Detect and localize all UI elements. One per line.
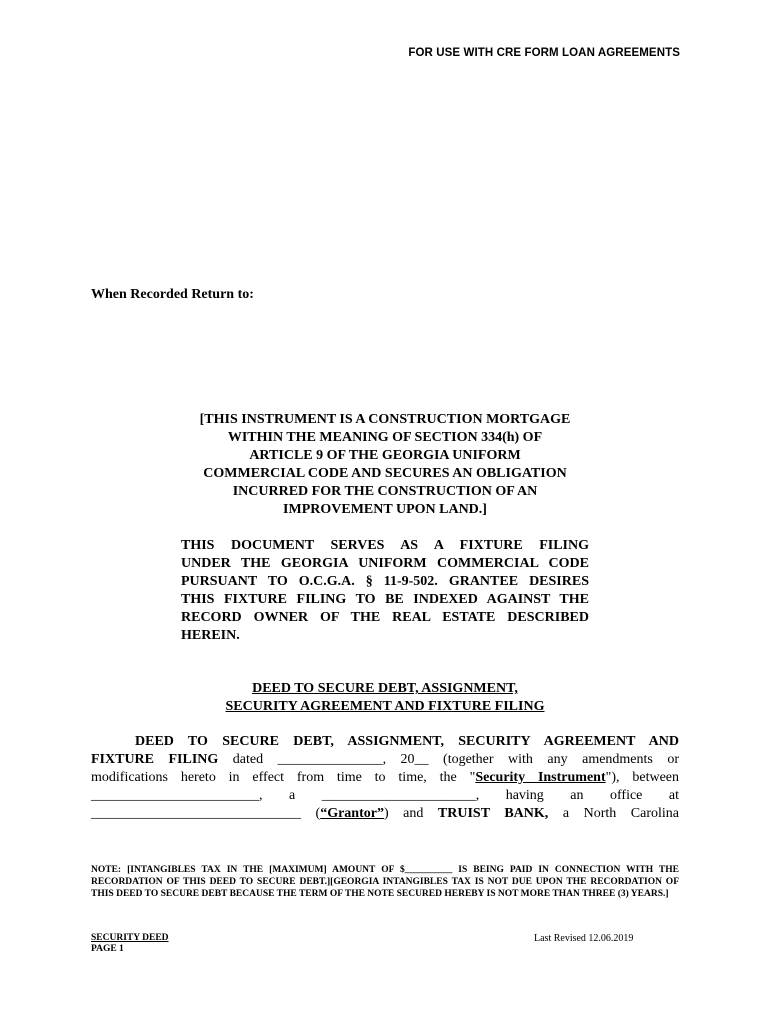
fixture-line: UNDER THE GEORGIA UNIFORM COMMERCIAL CODE bbox=[181, 556, 589, 571]
body-text: "), between bbox=[605, 770, 679, 785]
deed-title-line-2: SECURITY AGREEMENT AND FIXTURE FILING bbox=[225, 699, 545, 714]
footer-document-info bbox=[91, 933, 169, 955]
footer-doc-name: SECURITY DEED bbox=[91, 933, 169, 943]
notice-line: IMPROVEMENT UPON LAND.] bbox=[283, 502, 487, 517]
deed-title-line-1: DEED TO SECURE DEBT, ASSIGNMENT, bbox=[252, 681, 518, 696]
return-to-label: When Recorded Return to: bbox=[91, 287, 254, 302]
body-text: ______________________________ ( bbox=[91, 806, 321, 821]
body-line-4: ________________________, a ______________________, having an office at bbox=[91, 788, 679, 803]
grantor-term: “Grantor” bbox=[320, 806, 384, 821]
body-line-5 bbox=[91, 805, 679, 823]
body-line-1: DEED TO SECURE DEBT, ASSIGNMENT, SECURITY AGREEMENT AND bbox=[135, 734, 679, 749]
notice-line: WITHIN THE MEANING OF SECTION 334(h) OF bbox=[227, 430, 543, 445]
bank-name: TRUIST BANK, bbox=[437, 806, 549, 821]
fixture-line: THIS DOCUMENT SERVES AS A FIXTURE FILING bbox=[181, 538, 589, 553]
security-instrument-term: Security Instrument bbox=[475, 770, 606, 785]
footer-revision-date: Last Revised 12.06.2019 bbox=[534, 933, 634, 944]
notice-line: ARTICLE 9 OF THE GEORGIA UNIFORM bbox=[249, 448, 521, 463]
body-text: modifications hereto in effect from time to time, the " bbox=[91, 770, 476, 785]
fixture-filing-term: FIXTURE FILING bbox=[91, 752, 219, 767]
fixture-line: HEREIN. bbox=[181, 628, 240, 643]
fixture-filing-notice bbox=[181, 537, 589, 645]
body-text: ) and bbox=[383, 806, 438, 821]
notice-line: COMMERCIAL CODE AND SECURES AN OBLIGATION bbox=[203, 466, 567, 481]
body-line-3 bbox=[91, 769, 679, 787]
opening-paragraph bbox=[91, 733, 679, 823]
body-text: dated _______________, 20__ (together with any amendments or bbox=[232, 752, 680, 767]
body-line-2 bbox=[91, 751, 679, 769]
notice-line: INCURRED FOR THE CONSTRUCTION OF AN bbox=[232, 484, 538, 499]
construction-mortgage-notice bbox=[181, 411, 589, 519]
fixture-line: RECORD OWNER OF THE REAL ESTATE DESCRIBED bbox=[181, 610, 589, 625]
form-use-note: FOR USE WITH CRE FORM LOAN AGREEMENTS bbox=[408, 47, 680, 59]
notice-line: [THIS INSTRUMENT IS A CONSTRUCTION MORTGAGE bbox=[199, 412, 571, 427]
fixture-line: PURSUANT TO O.C.G.A. § 11-9-502. GRANTEE DESIRES bbox=[181, 574, 589, 589]
fixture-line: THIS FIXTURE FILING TO BE INDEXED AGAINST THE bbox=[181, 592, 589, 607]
deed-title bbox=[91, 680, 679, 716]
body-text: a North Carolina bbox=[548, 806, 679, 821]
footer-page-number: PAGE 1 bbox=[91, 944, 124, 954]
intangibles-tax-note: NOTE: [INTANGIBLES TAX IN THE [MAXIMUM] AMOUNT OF $__________ IS BEING PAID IN CONNECTION WITH THE RECORDATION OF THIS DEED TO SECURE DEBT.][GEORGIA INTANGIBLES TAX IS NOT DUE UPON THE RECORDATION OF THIS DEED TO SECURE DEBT BECAUSE THE TERM OF THE NOTE SECURED HEREBY IS NOT MORE THAN THREE (3) YEARS.] bbox=[91, 865, 679, 899]
